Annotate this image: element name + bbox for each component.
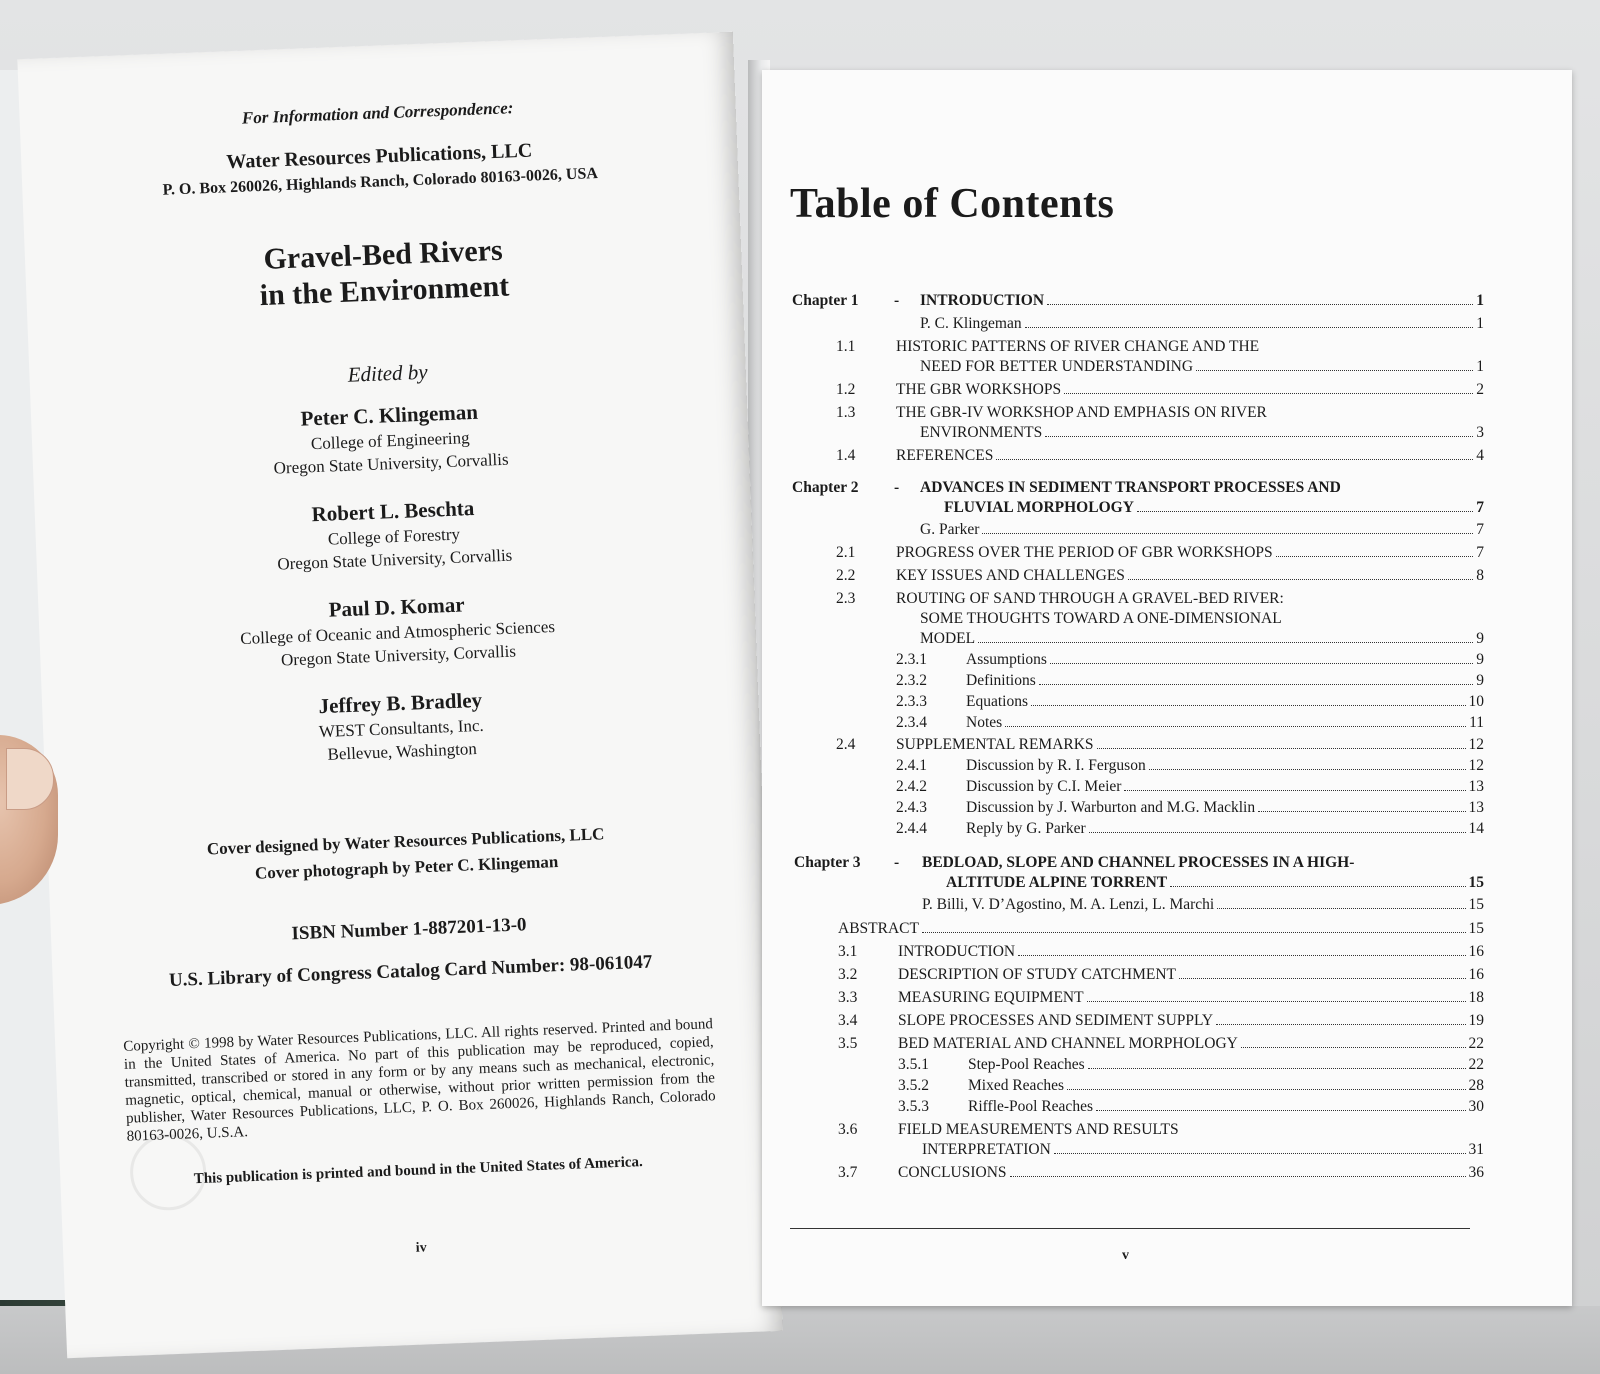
toc-page-number: 7 [1476, 521, 1484, 538]
toc-page-number: 13 [1468, 778, 1484, 795]
toc-leader-dots [1025, 327, 1474, 328]
toc-entry-title: ENVIRONMENTS [920, 424, 1043, 441]
editor-affiliation: Oregon State University, Corvallis [280, 641, 517, 670]
toc-leader-dots [1010, 1176, 1466, 1177]
editor-block [31, 387, 749, 488]
toc-entry-number: 2.4.1 [896, 757, 927, 774]
toc-entry-number: 3.2 [838, 966, 858, 983]
lccn-number: U.S. Library of Congress Catalog Card Number: 98-061047 [168, 951, 653, 992]
toc-leader-dots [1096, 1110, 1466, 1111]
toc-entry-number: 3.5.2 [898, 1077, 929, 1094]
editor-affiliation: Oregon State University, Corvallis [277, 545, 513, 574]
toc-leader-dots [978, 642, 1473, 643]
toc-leader-dots [1064, 393, 1473, 394]
toc-leader-dots [1276, 556, 1474, 557]
toc-title: Table of Contents [790, 181, 1115, 227]
toc-entry-number: 1.4 [836, 447, 856, 464]
toc-leader-dots [1005, 726, 1466, 727]
copyright-notice: Copyright © 1998 by Water Resources Publications, LLC. All rights reserved. Printed and bound in the United States of America. No part of this publication may be reproduced, copied, transmitted, transcribed or stored in any form or by any means such as mechanical, electronic, magnetic, optical, chemical, manual or otherwise, without prior written permission from the publisher, Water Resources Publications, LLC, P. O. Box 260026, Highlands Ranch, Colorado 80163-0026, U.S.A. [122, 1016, 716, 1145]
toc-page-number: 12 [1468, 757, 1484, 774]
toc-leader-dots [1179, 978, 1465, 979]
editor-affiliation: Bellevue, Washington [327, 739, 478, 764]
toc-leader-dots [982, 533, 1473, 534]
page-number-right: v [1122, 1248, 1129, 1263]
toc-entry-title: REFERENCES [896, 447, 994, 464]
editor-affiliation: College of Oceanic and Atmospheric Sciences [239, 617, 556, 649]
editor-affiliation: College of Forestry [327, 524, 461, 549]
toc-leader-dots [1217, 908, 1465, 909]
toc-leader-dots [1124, 790, 1465, 791]
toc-entry-number: 3.1 [838, 943, 858, 960]
toc-page-number: 9 [1476, 651, 1484, 668]
toc-entry-title: INTERPRETATION [922, 1141, 1051, 1158]
toc-page-number: 11 [1469, 714, 1484, 731]
editor-name: Paul D. Komar [328, 592, 465, 622]
toc-entry-number: 2.4.3 [896, 799, 927, 816]
toc-chapter-dash: - [894, 479, 900, 496]
toc-entry-title: SUPPLEMENTAL REMARKS [896, 736, 1094, 753]
toc-leader-dots [1087, 1001, 1466, 1002]
editor-block [42, 675, 760, 776]
toc-entry-number: Chapter 2 [792, 479, 859, 496]
toc-entry-number: 3.4 [838, 1012, 858, 1029]
toc-entry-title: Discussion by J. Warburton and M.G. Macklin [966, 799, 1256, 816]
toc-leader-dots [1067, 1089, 1466, 1090]
book-title [25, 224, 743, 323]
toc-page-number: 22 [1468, 1056, 1484, 1073]
toc-page-number: 15 [1468, 896, 1484, 913]
toc-entry-title: THE GBR WORKSHOPS [896, 381, 1062, 398]
toc-page-number: 13 [1468, 799, 1484, 816]
toc-entry-number: 2.4.4 [896, 820, 927, 837]
toc-entry-number: 3.5.3 [898, 1098, 929, 1115]
toc-page-number: 15 [1468, 874, 1484, 891]
toc-page-number: 28 [1468, 1077, 1484, 1094]
toc-page-number: 18 [1468, 989, 1484, 1006]
isbn-number: ISBN Number 1-887201-13-0 [291, 914, 527, 945]
toc-entry-title: Equations [966, 693, 1028, 710]
toc-entry-title: G. Parker [920, 521, 980, 538]
publisher-name: Water Resources Publications, LLC [226, 139, 533, 174]
toc-page-number: 1 [1476, 292, 1484, 309]
edited-by-label: Edited by [347, 359, 429, 387]
toc-page-number: 16 [1468, 966, 1484, 983]
toc-entry-title: FLUVIAL MORPHOLOGY [944, 499, 1134, 516]
toc-entry-number: 2.3.3 [896, 693, 927, 710]
toc-leader-dots [1241, 1047, 1466, 1048]
toc-leader-dots [1018, 955, 1465, 956]
toc-entry-title: SLOPE PROCESSES AND SEDIMENT SUPPLY [898, 1012, 1214, 1029]
editor-affiliation: Oregon State University, Corvallis [273, 449, 509, 478]
toc-entry-title: Reply by G. Parker [966, 820, 1086, 837]
toc-page-number: 14 [1468, 820, 1484, 837]
toc-entry-title: INTRODUCTION [898, 943, 1016, 960]
toc-entry-number: 2.3.4 [896, 714, 927, 731]
toc-entry-number: 3.5 [838, 1035, 858, 1052]
editor-block [35, 483, 753, 584]
toc-entry-number: 1.3 [836, 404, 856, 421]
toc-page-number: 1 [1476, 358, 1484, 375]
toc-entry-number: 1.2 [836, 381, 856, 398]
cover-designed-credit: Cover designed by Water Resources Publications, LLC [206, 824, 605, 859]
toc-entry-title: MODEL [920, 630, 976, 647]
toc-page-number: 16 [1468, 943, 1484, 960]
toc-page-number: 7 [1476, 544, 1484, 561]
toc-page-number: 10 [1468, 693, 1484, 710]
printed-note: This publication is printed and bound in the United States of America. [193, 1154, 644, 1188]
toc-page-number: 31 [1468, 1141, 1484, 1158]
toc-entry-title: ABSTRACT [838, 920, 919, 937]
toc-entry-number: 2.2 [836, 567, 856, 584]
toc-page-number: 9 [1476, 630, 1484, 647]
toc-page-number: 2 [1476, 381, 1484, 398]
toc-leader-dots [1047, 304, 1473, 305]
toc-leader-dots [1054, 1153, 1466, 1154]
toc-entry-title: FIELD MEASUREMENTS AND RESULTS [898, 1121, 1179, 1138]
toc-entry-number: 1.1 [836, 338, 856, 355]
editor-block [38, 579, 756, 680]
toc-leader-dots [1258, 811, 1465, 812]
toc-entry-title: MEASURING EQUIPMENT [898, 989, 1084, 1006]
toc-entry-title: DESCRIPTION OF STUDY CATCHMENT [898, 966, 1177, 983]
toc-page-number: 12 [1468, 736, 1484, 753]
toc-page-number: 22 [1468, 1035, 1484, 1052]
toc-entry-number: 2.1 [836, 544, 856, 561]
toc-entry-title: Riffle-Pool Reaches [968, 1098, 1093, 1115]
toc-chapter-dash: - [894, 292, 900, 309]
toc-leader-dots [1149, 769, 1466, 770]
toc-page-number: 9 [1476, 672, 1484, 689]
toc-leader-dots [1097, 748, 1466, 749]
toc-leader-dots [1089, 832, 1466, 833]
toc-chapter-dash: - [894, 854, 900, 871]
toc-entry-title: PROGRESS OVER THE PERIOD OF GBR WORKSHOPS [896, 544, 1273, 561]
toc-leader-dots [1137, 511, 1473, 512]
toc-leader-dots [1039, 684, 1474, 685]
toc-entry-number: 2.4.2 [896, 778, 927, 795]
toc-page-number: 36 [1468, 1164, 1484, 1181]
toc-entry-number: 3.3 [838, 989, 858, 1006]
toc-entry-title: CONCLUSIONS [898, 1164, 1007, 1181]
toc-page-number: 30 [1468, 1098, 1484, 1115]
toc-entry-number: 2.4 [836, 736, 856, 753]
toc-page-number: 7 [1476, 499, 1484, 516]
left-page [17, 32, 782, 1359]
toc-leader-dots [922, 932, 1466, 933]
editor-name: Peter C. Klingeman [300, 399, 479, 431]
toc-page-number: 4 [1476, 447, 1484, 464]
toc-entry-number: Chapter 3 [794, 854, 861, 871]
toc-entry-number: 2.3.2 [896, 672, 927, 689]
toc-entry-title: P. Billi, V. D’Agostino, M. A. Lenzi, L. Marchi [922, 896, 1215, 913]
toc-entry-number: Chapter 1 [792, 292, 859, 309]
cover-photo-credit: Cover photograph by Peter C. Klingeman [254, 852, 559, 883]
toc-entry-title: NEED FOR BETTER UNDERSTANDING [920, 358, 1194, 375]
toc-page-number: 1 [1476, 315, 1484, 332]
toc-leader-dots [996, 459, 1473, 460]
cover-credits [47, 815, 764, 894]
toc-leader-dots [1128, 579, 1473, 580]
toc-leader-dots [1196, 370, 1473, 371]
right-page [762, 70, 1572, 1306]
book-title-line1: Gravel-Bed Rivers [262, 233, 504, 276]
toc-entry-number: 3.5.1 [898, 1056, 929, 1073]
info-heading: For Information and Correspondence: [241, 98, 514, 128]
toc-entry-title: Notes [966, 714, 1003, 731]
toc-entry-title: Assumptions [966, 651, 1047, 668]
toc-leader-dots [1170, 886, 1465, 887]
toc-page-number: 15 [1468, 920, 1484, 937]
book-title-line2: in the Environment [259, 269, 510, 313]
toc-entry-number: 3.7 [838, 1164, 858, 1181]
toc-page-number: 3 [1476, 424, 1484, 441]
toc-leader-dots [1216, 1024, 1465, 1025]
page-bottom-rule [790, 1228, 1470, 1229]
publisher-address: P. O. Box 260026, Highlands Ranch, Colorado 80163-0026, USA [162, 165, 599, 199]
editor-name: Robert L. Beschta [311, 496, 475, 527]
toc-leader-dots [1050, 663, 1473, 664]
toc-entry-number: 2.3.1 [896, 651, 927, 668]
toc-entry-title: BEDLOAD, SLOPE AND CHANNEL PROCESSES IN A HIGH- [922, 854, 1355, 871]
toc-entry-title: Definitions [966, 672, 1036, 689]
toc-page-number: 8 [1476, 567, 1484, 584]
toc-entry-title: BED MATERIAL AND CHANNEL MORPHOLOGY [898, 1035, 1238, 1052]
toc-entry-title: SOME THOUGHTS TOWARD A ONE-DIMENSIONAL [920, 610, 1282, 627]
editor-affiliation: College of Engineering [310, 428, 470, 454]
toc-page-number: 19 [1468, 1012, 1484, 1029]
page-number-left: iv [415, 1240, 427, 1256]
toc-entry-title: P. C. Klingeman [920, 315, 1022, 332]
toc-entry-title: Step-Pool Reaches [968, 1056, 1085, 1073]
toc-entry-title: ALTITUDE ALPINE TORRENT [946, 874, 1168, 891]
toc-entry-title: Mixed Reaches [968, 1077, 1064, 1094]
toc-entry-title: Discussion by C.I. Meier [966, 778, 1122, 795]
toc-leader-dots [1045, 436, 1473, 437]
toc-entry-title: THE GBR-IV WORKSHOP AND EMPHASIS ON RIVER [896, 404, 1267, 421]
editor-name: Jeffrey B. Bradley [318, 687, 483, 719]
toc-entry-number: 3.6 [838, 1121, 858, 1138]
toc-entry-title: ADVANCES IN SEDIMENT TRANSPORT PROCESSES AND [920, 479, 1341, 496]
toc-entry-title: Discussion by R. I. Ferguson [966, 757, 1146, 774]
toc-leader-dots [1031, 705, 1466, 706]
editor-affiliation: WEST Consultants, Inc. [318, 715, 485, 742]
toc-leader-dots [1088, 1068, 1466, 1069]
toc-entry-number: 2.3 [836, 590, 856, 607]
toc-entry-title: HISTORIC PATTERNS OF RIVER CHANGE AND THE [896, 338, 1260, 355]
toc-entry-title: KEY ISSUES AND CHALLENGES [896, 567, 1125, 584]
toc-entry-title: INTRODUCTION [920, 292, 1045, 309]
toc-entry-title: ROUTING OF SAND THROUGH A GRAVEL-BED RIVER: [896, 590, 1284, 607]
